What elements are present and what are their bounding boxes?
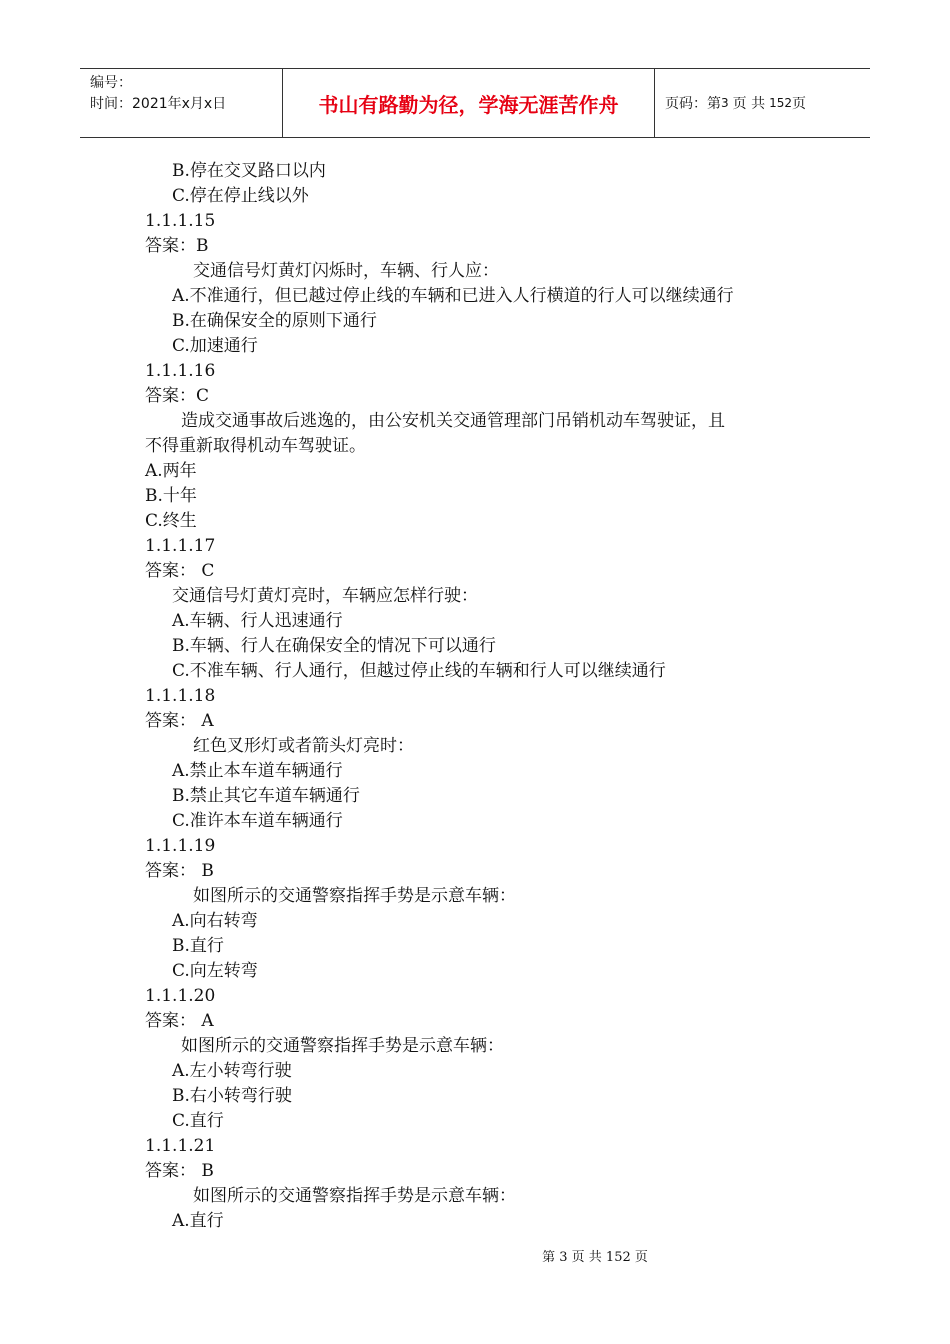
- question-text: 如图所示的交通警察指挥手势是示意车辆：: [193, 1186, 516, 1206]
- option-line: A.向右转弯: [172, 911, 258, 931]
- page-total: 152: [769, 96, 792, 110]
- document-date: 时间：2021年x月x日: [90, 96, 227, 112]
- option-line: C.停在停止线以外: [172, 186, 309, 206]
- option-line: B.右小转弯行驶: [172, 1086, 292, 1106]
- option-line: A.车辆、行人迅速通行: [172, 611, 343, 631]
- question-text: 红色叉形灯或者箭头灯亮时：: [193, 736, 414, 756]
- question-text: 交通信号灯黄灯闪烁时，车辆、行人应：: [193, 261, 499, 281]
- question-text: 如图所示的交通警察指挥手势是示意车辆：: [193, 886, 516, 906]
- question-number: 1.1.1.15: [145, 211, 216, 231]
- question-number: 1.1.1.18: [145, 686, 216, 706]
- question-text: 如图所示的交通警察指挥手势是示意车辆：: [181, 1036, 504, 1056]
- question-number: 1.1.1.20: [145, 986, 216, 1006]
- option-line: B.车辆、行人在确保安全的情况下可以通行: [172, 636, 496, 656]
- page-mid: 页 共: [732, 96, 766, 112]
- option-line: C.终生: [145, 511, 197, 531]
- page-footer: 第 3 页 共 152 页: [542, 1250, 648, 1265]
- answer-line: 答案： B: [145, 861, 214, 881]
- answer-line: 答案： A: [145, 711, 214, 731]
- option-line: B.十年: [145, 486, 197, 506]
- page-current: 3: [721, 96, 729, 110]
- option-line: B.直行: [172, 936, 224, 956]
- question-text: 造成交通事故后逃逸的，由公安机关交通管理部门吊销机动车驾驶证，且: [181, 411, 725, 431]
- option-line: B.禁止其它车道车辆通行: [172, 786, 360, 806]
- answer-line: 答案： C: [145, 561, 215, 581]
- option-line: A.两年: [145, 461, 197, 481]
- question-number: 1.1.1.16: [145, 361, 216, 381]
- option-line: C.直行: [172, 1111, 224, 1131]
- header-motto: 书山有路勤为径，学海无涯苦作舟: [282, 69, 655, 137]
- header-page-number: [655, 69, 870, 137]
- option-line: C.加速通行: [172, 336, 258, 356]
- answer-line: 答案： B: [145, 1161, 214, 1181]
- option-line: C.准许本车道车辆通行: [172, 811, 343, 831]
- answer-line: 答案：B: [145, 236, 209, 256]
- document-number-label: 编号：: [90, 75, 132, 91]
- answer-line: 答案：C: [145, 386, 210, 406]
- question-number: 1.1.1.17: [145, 536, 216, 556]
- page-suffix: 页: [792, 96, 806, 112]
- page-prefix: 页码：第: [665, 96, 721, 112]
- option-line: C.不准车辆、行人通行，但越过停止线的车辆和行人可以继续通行: [172, 661, 666, 681]
- page-header: [80, 68, 870, 138]
- option-line: A.禁止本车道车辆通行: [172, 761, 343, 781]
- option-line: B.停在交叉路口以内: [172, 161, 326, 181]
- question-text: 不得重新取得机动车驾驶证。: [145, 436, 366, 456]
- question-number: 1.1.1.21: [145, 1136, 216, 1156]
- question-text: 交通信号灯黄灯亮时，车辆应怎样行驶：: [172, 586, 478, 606]
- option-line: B.在确保安全的原则下通行: [172, 311, 377, 331]
- option-line: C.向左转弯: [172, 961, 258, 981]
- option-line: A.不准通行，但已越过停止线的车辆和已进入人行横道的行人可以继续通行: [172, 286, 734, 306]
- question-number: 1.1.1.19: [145, 836, 216, 856]
- option-line: A.直行: [172, 1211, 224, 1231]
- answer-line: 答案： A: [145, 1011, 214, 1031]
- header-meta: [80, 69, 282, 137]
- option-line: A.左小转弯行驶: [172, 1061, 292, 1081]
